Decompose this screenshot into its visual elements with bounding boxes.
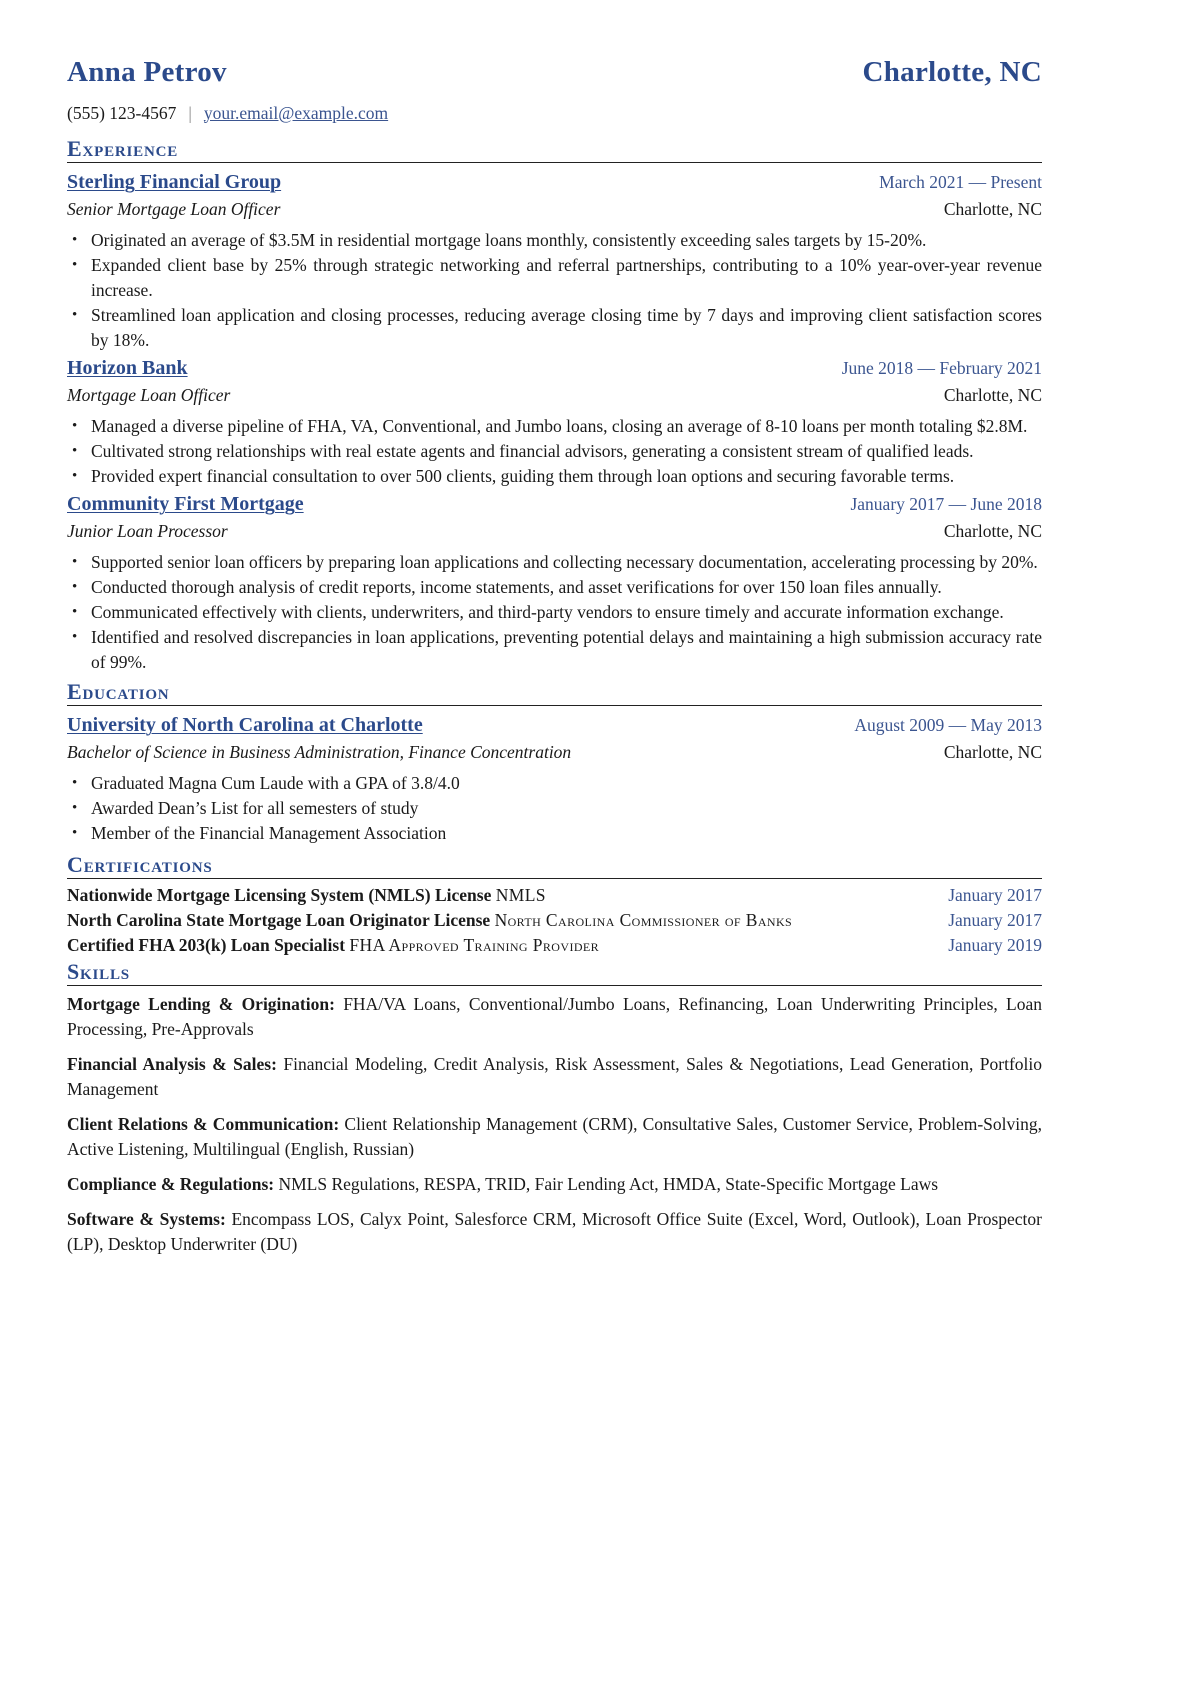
certification-issuer: FHA Approved Training Provider [349, 935, 600, 955]
bullet-item: • Graduated Magna Cum Laude with a GPA of 3.8/4.0 [67, 771, 1042, 796]
skill-category: Mortgage Lending & Origination: [67, 994, 335, 1014]
entry-subheader [67, 519, 1042, 543]
certification-item [67, 933, 1042, 958]
bullet-list [67, 550, 1042, 675]
bullet-item: • Provided expert financial consultation to over 500 clients, guiding them through loan options and securing favorable terms. [67, 464, 1042, 489]
role-title: Mortgage Loan Officer [67, 385, 231, 405]
bullet-list [67, 414, 1042, 489]
resume-page [67, 56, 1042, 1257]
resume-header [67, 56, 1042, 98]
skill-category: Financial Analysis & Sales: [67, 1054, 277, 1074]
bullet-item: • Cultivated strong relationships with real estate agents and financial advisors, generating a consistent stream of qualified leads. [67, 439, 1042, 464]
organization-link[interactable]: University of North Carolina at Charlotte [67, 714, 423, 736]
certification-date: January 2019 [948, 935, 1042, 955]
phone-number: (555) 123-4567 [67, 102, 177, 123]
bullet-list [67, 228, 1042, 353]
skill-values: Client Relationship Management (CRM), Consultative Sales, Customer Service, Problem-Solving, Active Listening, Multilingual (English, Russian) [67, 1114, 1043, 1159]
experience-list [67, 167, 1042, 675]
organization-link[interactable]: Sterling Financial Group [67, 171, 282, 193]
certification-issuer: North Carolina Commissioner of Banks [494, 910, 793, 930]
experience-entry [67, 167, 1042, 353]
skill-group [67, 1207, 1042, 1257]
skill-category: Compliance & Regulations: [67, 1174, 275, 1194]
certifications-list [67, 883, 1042, 958]
skill-group [67, 1052, 1042, 1102]
skill-values: NMLS Regulations, RESPA, TRID, Fair Lending Act, HMDA, State-Specific Mortgage Laws [278, 1174, 939, 1194]
skill-group [67, 1172, 1042, 1197]
entry-location: Charlotte, NC [943, 199, 1042, 219]
bullet-list [67, 771, 1042, 846]
entry-subheader [67, 740, 1042, 764]
certification-issuer: NMLS [495, 885, 546, 905]
section-title-certifications: Certifications [67, 852, 1042, 879]
certification-name: Nationwide Mortgage Licensing System (NMLS) License [67, 885, 492, 905]
bullet-item: • Conducted thorough analysis of credit reports, income statements, and asset verifications for over 150 loan files annually. [67, 575, 1042, 600]
candidate-name: Anna Petrov [67, 56, 227, 88]
certification-date: January 2017 [948, 885, 1042, 905]
date-range: June 2018 — February 2021 [841, 358, 1042, 378]
section-title-education: Education [67, 679, 1042, 706]
bullet-item: • Managed a diverse pipeline of FHA, VA, Conventional, and Jumbo loans, closing an average of 8-10 loans per month totaling $2.8M. [67, 414, 1042, 439]
education-list [67, 710, 1042, 846]
experience-entry [67, 353, 1042, 489]
organization-link[interactable]: Community First Mortgage [67, 493, 304, 515]
certification-item [67, 908, 1042, 933]
role-title: Senior Mortgage Loan Officer [67, 199, 281, 219]
certification-text [67, 883, 927, 908]
entry-subheader [67, 197, 1042, 221]
bullet-item: • Communicated effectively with clients, underwriters, and third-party vendors to ensure timely and accurate information exchange. [67, 600, 1042, 625]
section-title-skills: Skills [67, 959, 1042, 986]
bullet-item: • Streamlined loan application and closing processes, reducing average closing time by 7 days and improving client satisfaction scores by 18%. [67, 303, 1042, 353]
skill-category: Software & Systems: [67, 1209, 226, 1229]
contact-separator: | [188, 102, 192, 123]
entry-location: Charlotte, NC [943, 521, 1042, 541]
entry-location: Charlotte, NC [943, 742, 1042, 762]
certification-name: North Carolina State Mortgage Loan Originator License [67, 910, 491, 930]
entry-header [67, 167, 1042, 197]
skill-values: FHA/VA Loans, Conventional/Jumbo Loans, Refinancing, Loan Underwriting Principles, Loan Processing, Pre-Approvals [67, 994, 1042, 1039]
skill-category: Client Relations & Communication: [67, 1114, 340, 1134]
skills-list [67, 992, 1042, 1257]
date-range: March 2021 — Present [879, 172, 1042, 192]
bullet-item: • Expanded client base by 25% through strategic networking and referral partnerships, contributing to a 10% year-over-year revenue increase. [67, 253, 1042, 303]
skill-values: Financial Modeling, Credit Analysis, Risk Assessment, Sales & Negotiations, Lead Generation, Portfolio Management [67, 1054, 1043, 1099]
entry-header [67, 710, 1042, 740]
certification-text [67, 933, 927, 958]
organization-link[interactable]: Horizon Bank [67, 357, 188, 379]
contact-line [67, 100, 1042, 126]
certification-text [67, 908, 927, 933]
email-link[interactable]: your.email@example.com [203, 102, 389, 123]
certification-name: Certified FHA 203(k) Loan Specialist [67, 935, 346, 955]
date-range: January 2017 — June 2018 [850, 494, 1042, 514]
bullet-item: • Originated an average of $3.5M in residential mortgage loans monthly, consistently exceeding sales targets by 15-20%. [67, 228, 1042, 253]
experience-entry [67, 489, 1042, 675]
bullet-item: • Awarded Dean’s List for all semesters of study [67, 796, 1042, 821]
skill-group [67, 992, 1042, 1042]
date-range: August 2009 — May 2013 [854, 715, 1042, 735]
skill-values: Encompass LOS, Calyx Point, Salesforce CRM, Microsoft Office Suite (Excel, Word, Outlook), Loan Prospector (LP), Desktop Underwriter (DU) [67, 1209, 1042, 1254]
candidate-location: Charlotte, NC [862, 56, 1042, 88]
entry-subheader [67, 383, 1042, 407]
section-title-experience: Experience [67, 136, 1042, 163]
entry-location: Charlotte, NC [943, 385, 1042, 405]
certification-item [67, 883, 1042, 908]
bullet-item: • Identified and resolved discrepancies in loan applications, preventing potential delays and maintaining a high submission accuracy rate of 99%. [67, 625, 1042, 675]
bullet-item: • Member of the Financial Management Association [67, 821, 1042, 846]
entry-header [67, 489, 1042, 519]
education-entry [67, 710, 1042, 846]
bullet-item: • Supported senior loan officers by preparing loan applications and collecting necessary documentation, accelerating processing by 20%. [67, 550, 1042, 575]
skill-group [67, 1112, 1042, 1162]
role-title: Bachelor of Science in Business Administration, Finance Concentration [67, 742, 572, 762]
certification-date: January 2017 [948, 910, 1042, 930]
role-title: Junior Loan Processor [67, 521, 228, 541]
entry-header [67, 353, 1042, 383]
